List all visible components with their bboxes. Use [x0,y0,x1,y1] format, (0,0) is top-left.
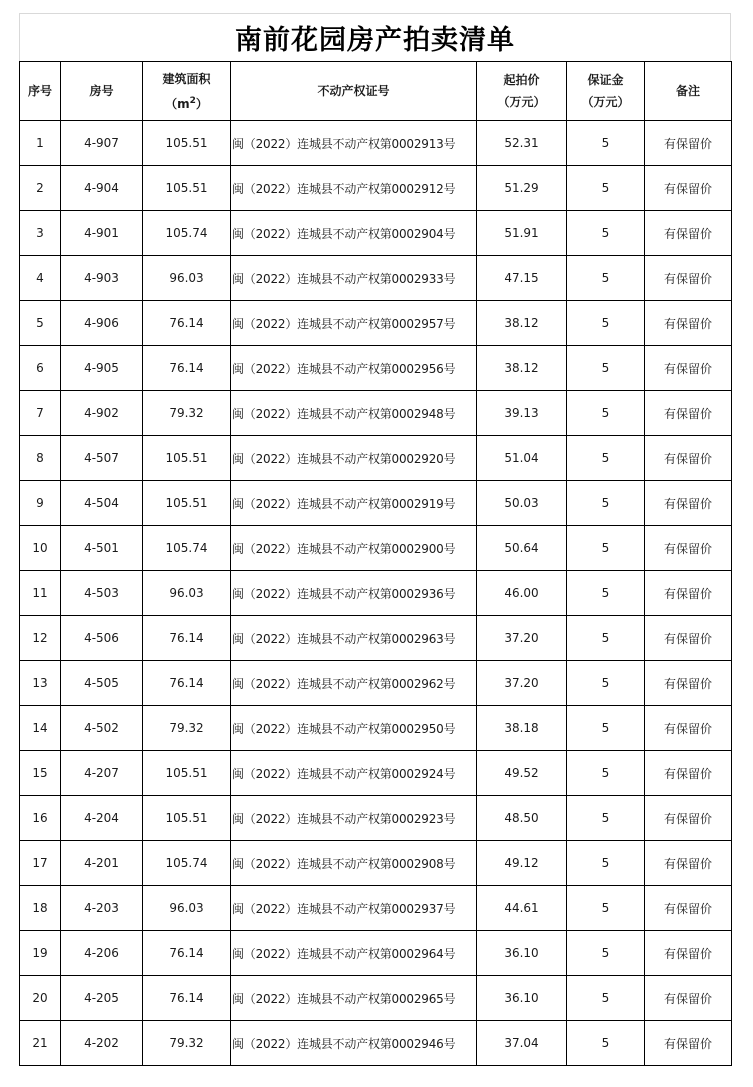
header-cert: 不动产权证号 [231,62,477,121]
cell-remark: 有保留价 [645,256,732,301]
table-header [20,62,732,121]
cell-remark: 有保留价 [645,526,732,571]
cell-remark: 有保留价 [645,886,732,931]
header-area-line2 [143,90,230,115]
cell-seq: 12 [20,616,61,661]
cell-remark: 有保留价 [645,346,732,391]
cell-area: 79.32 [143,1021,231,1066]
cell-room: 4-202 [61,1021,143,1066]
cell-area: 79.32 [143,706,231,751]
cell-seq: 13 [20,661,61,706]
header-row [20,62,732,121]
cell-deposit: 5 [567,796,645,841]
cell-area: 76.14 [143,346,231,391]
cell-remark: 有保留价 [645,211,732,256]
cell-cert: 闽（2022）连城县不动产权第0002965号 [231,976,477,1021]
header-start-price-line1: 起拍价 [503,73,540,87]
cell-deposit: 5 [567,121,645,166]
cell-seq: 8 [20,436,61,481]
cell-area: 105.74 [143,526,231,571]
cell-start-price: 39.13 [477,391,567,436]
cell-remark: 有保留价 [645,841,732,886]
table-row [20,886,732,931]
cell-seq: 14 [20,706,61,751]
cell-deposit: 5 [567,931,645,976]
cell-start-price: 48.50 [477,796,567,841]
cell-cert: 闽（2022）连城县不动产权第0002912号 [231,166,477,211]
cell-remark: 有保留价 [645,166,732,211]
cell-room: 4-504 [61,481,143,526]
cell-deposit: 5 [567,976,645,1021]
cell-start-price: 38.18 [477,706,567,751]
cell-remark: 有保留价 [645,616,732,661]
cell-start-price: 46.00 [477,571,567,616]
cell-start-price: 49.12 [477,841,567,886]
cell-start-price: 36.10 [477,976,567,1021]
cell-cert: 闽（2022）连城县不动产权第0002919号 [231,481,477,526]
cell-start-price: 38.12 [477,346,567,391]
table-body [20,121,732,1066]
header-seq: 序号 [20,62,61,121]
header-area-line1: 建筑面积 [162,71,211,86]
cell-cert: 闽（2022）连城县不动产权第0002957号 [231,301,477,346]
table-row [20,211,732,256]
cell-cert: 闽（2022）连城县不动产权第0002964号 [231,931,477,976]
cell-deposit: 5 [567,481,645,526]
header-deposit-line1: 保证金 [587,73,624,87]
cell-remark: 有保留价 [645,436,732,481]
cell-deposit: 5 [567,706,645,751]
cell-room: 4-507 [61,436,143,481]
cell-room: 4-506 [61,616,143,661]
cell-seq: 17 [20,841,61,886]
cell-cert: 闽（2022）连城县不动产权第0002920号 [231,436,477,481]
cell-remark: 有保留价 [645,121,732,166]
cell-seq: 20 [20,976,61,1021]
cell-room: 4-901 [61,211,143,256]
cell-room: 4-502 [61,706,143,751]
cell-start-price: 51.04 [477,436,567,481]
cell-cert: 闽（2022）连城县不动产权第0002913号 [231,121,477,166]
cell-room: 4-206 [61,931,143,976]
cell-cert: 闽（2022）连城县不动产权第0002933号 [231,256,477,301]
cell-start-price: 37.20 [477,661,567,706]
cell-area: 76.14 [143,661,231,706]
header-deposit [567,62,645,121]
cell-cert: 闽（2022）连城县不动产权第0002908号 [231,841,477,886]
cell-remark: 有保留价 [645,661,732,706]
table-row [20,436,732,481]
cell-start-price: 51.91 [477,211,567,256]
table-row [20,166,732,211]
cell-remark: 有保留价 [645,706,732,751]
cell-area: 105.51 [143,436,231,481]
cell-start-price: 49.52 [477,751,567,796]
cell-start-price: 51.29 [477,166,567,211]
cell-cert: 闽（2022）连城县不动产权第0002937号 [231,886,477,931]
cell-room: 4-906 [61,301,143,346]
cell-room: 4-907 [61,121,143,166]
cell-seq: 15 [20,751,61,796]
cell-area: 76.14 [143,931,231,976]
title-box [19,13,731,61]
cell-area: 105.51 [143,166,231,211]
cell-area: 96.03 [143,256,231,301]
cell-area: 79.32 [143,391,231,436]
page-title: 南前花园房产拍卖清单 [235,25,515,56]
cell-area: 105.51 [143,751,231,796]
cell-start-price: 37.20 [477,616,567,661]
cell-room: 4-905 [61,346,143,391]
cell-seq: 4 [20,256,61,301]
cell-deposit: 5 [567,211,645,256]
table-row [20,391,732,436]
header-area-suffix: ） [195,96,208,111]
table-row [20,526,732,571]
cell-room: 4-903 [61,256,143,301]
cell-start-price: 38.12 [477,301,567,346]
auction-table [19,61,732,1066]
cell-deposit: 5 [567,1021,645,1066]
table-row [20,121,732,166]
cell-area: 96.03 [143,571,231,616]
cell-start-price: 47.15 [477,256,567,301]
table-row [20,616,732,661]
table-row [20,931,732,976]
table-row [20,796,732,841]
header-room: 房号 [61,62,143,121]
cell-area: 76.14 [143,616,231,661]
cell-seq: 11 [20,571,61,616]
cell-start-price: 50.64 [477,526,567,571]
cell-remark: 有保留价 [645,751,732,796]
cell-cert: 闽（2022）连城县不动产权第0002904号 [231,211,477,256]
cell-area: 76.14 [143,976,231,1021]
cell-area: 96.03 [143,886,231,931]
cell-cert: 闽（2022）连城县不动产权第0002950号 [231,706,477,751]
cell-start-price: 52.31 [477,121,567,166]
cell-room: 4-207 [61,751,143,796]
table-row [20,706,732,751]
table-row [20,661,732,706]
cell-cert: 闽（2022）连城县不动产权第0002963号 [231,616,477,661]
cell-room: 4-902 [61,391,143,436]
cell-remark: 有保留价 [645,571,732,616]
cell-remark: 有保留价 [645,931,732,976]
cell-start-price: 50.03 [477,481,567,526]
cell-start-price: 37.04 [477,1021,567,1066]
cell-cert: 闽（2022）连城县不动产权第0002948号 [231,391,477,436]
cell-cert: 闽（2022）连城县不动产权第0002962号 [231,661,477,706]
cell-seq: 5 [20,301,61,346]
header-start-price [477,62,567,121]
cell-deposit: 5 [567,346,645,391]
cell-cert: 闽（2022）连城县不动产权第0002956号 [231,346,477,391]
cell-area: 105.74 [143,841,231,886]
cell-room: 4-904 [61,166,143,211]
cell-area: 105.51 [143,796,231,841]
cell-remark: 有保留价 [645,301,732,346]
cell-deposit: 5 [567,616,645,661]
cell-room: 4-204 [61,796,143,841]
cell-seq: 2 [20,166,61,211]
cell-room: 4-505 [61,661,143,706]
cell-seq: 21 [20,1021,61,1066]
cell-remark: 有保留价 [645,481,732,526]
header-deposit-line2: （万元） [581,95,630,109]
table-row [20,481,732,526]
cell-seq: 3 [20,211,61,256]
table-row [20,1021,732,1066]
cell-remark: 有保留价 [645,796,732,841]
table-row [20,751,732,796]
cell-seq: 16 [20,796,61,841]
cell-deposit: 5 [567,841,645,886]
cell-cert: 闽（2022）连城县不动产权第0002936号 [231,571,477,616]
table-row [20,976,732,1021]
cell-seq: 10 [20,526,61,571]
cell-seq: 19 [20,931,61,976]
cell-seq: 1 [20,121,61,166]
header-area-sup: 2 [189,95,196,106]
cell-deposit: 5 [567,166,645,211]
table-row [20,571,732,616]
cell-start-price: 36.10 [477,931,567,976]
cell-deposit: 5 [567,661,645,706]
cell-remark: 有保留价 [645,976,732,1021]
cell-area: 105.74 [143,211,231,256]
cell-cert: 闽（2022）连城县不动产权第0002924号 [231,751,477,796]
cell-seq: 9 [20,481,61,526]
cell-room: 4-203 [61,886,143,931]
cell-seq: 7 [20,391,61,436]
table-row [20,301,732,346]
cell-room: 4-503 [61,571,143,616]
table-row [20,346,732,391]
cell-seq: 6 [20,346,61,391]
cell-deposit: 5 [567,526,645,571]
cell-area: 105.51 [143,121,231,166]
cell-deposit: 5 [567,301,645,346]
header-start-price-line2: （万元） [497,95,546,109]
cell-area: 76.14 [143,301,231,346]
cell-deposit: 5 [567,391,645,436]
cell-deposit: 5 [567,571,645,616]
cell-cert: 闽（2022）连城县不动产权第0002946号 [231,1021,477,1066]
cell-room: 4-201 [61,841,143,886]
header-remark: 备注 [645,62,732,121]
cell-remark: 有保留价 [645,1021,732,1066]
cell-cert: 闽（2022）连城县不动产权第0002900号 [231,526,477,571]
cell-remark: 有保留价 [645,391,732,436]
table-row [20,256,732,301]
cell-deposit: 5 [567,886,645,931]
cell-area: 105.51 [143,481,231,526]
header-area-prefix: （m [165,96,190,111]
cell-deposit: 5 [567,751,645,796]
cell-seq: 18 [20,886,61,931]
cell-room: 4-501 [61,526,143,571]
cell-room: 4-205 [61,976,143,1021]
auction-sheet [19,13,731,1066]
cell-deposit: 5 [567,436,645,481]
header-area [143,62,231,121]
cell-start-price: 44.61 [477,886,567,931]
table-row [20,841,732,886]
cell-cert: 闽（2022）连城县不动产权第0002923号 [231,796,477,841]
cell-deposit: 5 [567,256,645,301]
